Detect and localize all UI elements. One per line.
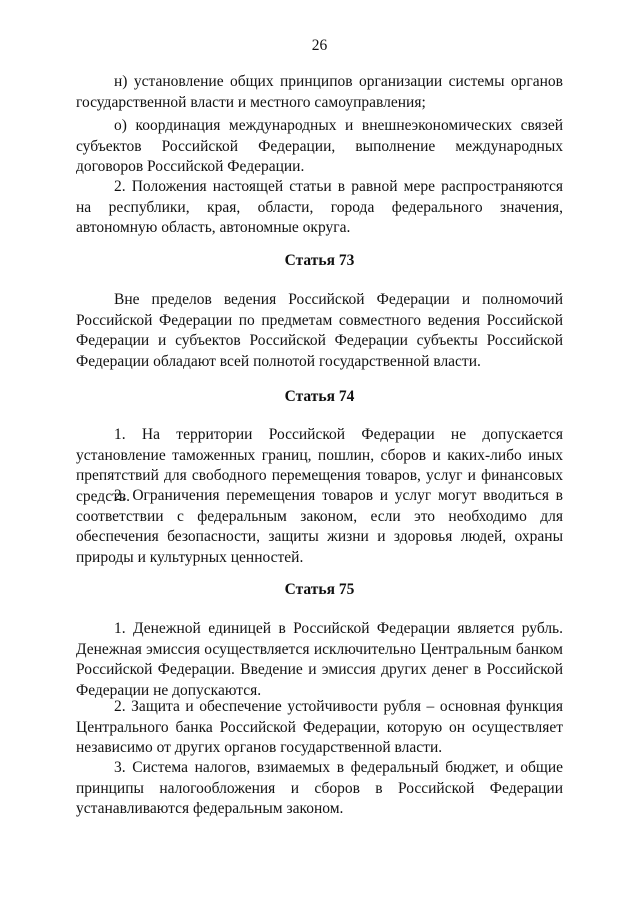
paragraph-clause-2: 2. Положения настоящей статьи в равной мере распространяются на республики, края, области, города федерального значения, автономную область, автономные округа. xyxy=(76,178,563,237)
paragraph-item-n: н) установление общих принципов организации системы органов государственной власти и местного самоуправления; xyxy=(76,73,563,111)
page-number: 26 xyxy=(311,37,328,54)
article-75-paragraph-3: 3. Система налогов, взимаемых в федеральный бюджет, и общие принципы налогообложения и сборов в Российской Федерации устанавливаются федеральным законом. xyxy=(76,759,563,818)
article-73-heading: Статья 73 xyxy=(284,252,355,269)
article-75-paragraph-2: 2. Защита и обеспечение устойчивости рубля – основная функция Центрального банка Российской Федерации, которую он осуществляет независимо от других органов государственной власти. xyxy=(76,698,563,757)
article-74-paragraph-1: 1. На территории Российской Федерации не допускается установление таможенных границ, пошлин, сборов и каких-либо иных препятствий для свободного перемещения товаров, услуг и финансовых средств. xyxy=(76,426,563,505)
article-74-paragraph-2: 2. Ограничения перемещения товаров и услуг могут вводиться в соответствии с федеральным законом, если это необходимо для обеспечения безопасности, защиты жизни и здоровья людей, охраны природы и культурных ценностей. xyxy=(76,487,563,566)
article-74-heading: Статья 74 xyxy=(284,388,355,405)
article-75-paragraph-1: 1. Денежной единицей в Российской Федерации является рубль. Денежная эмиссия осуществляется исключительно Центральным банком Российской Федерации. Введение и эмиссия других денег в Российской Федерации не допускаются. xyxy=(76,620,563,699)
article-73-paragraph: Вне пределов ведения Российской Федерации и полномочий Российской Федерации по предметам совместного ведения Российской Федерации и субъектов Российской Федерации субъекты Российской Федерации обладают всей полнотой государственной власти. xyxy=(76,291,563,370)
paragraph-item-o: о) координация международных и внешнеэкономических связей субъектов Российской Федерации, выполнение международных договоров Российской Федерации. xyxy=(76,117,563,176)
article-75-heading: Статья 75 xyxy=(284,581,355,598)
